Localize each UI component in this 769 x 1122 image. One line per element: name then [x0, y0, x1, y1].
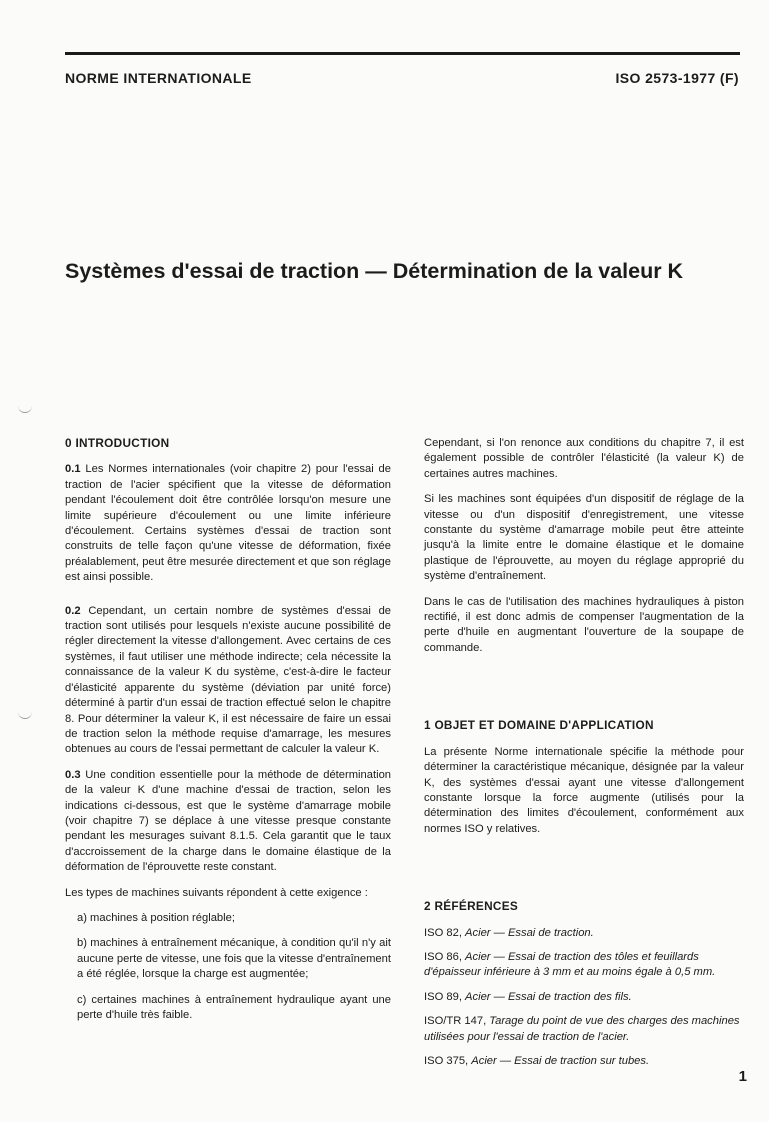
margin-mark: [18, 404, 32, 413]
top-rule: [65, 52, 740, 55]
scope-heading: 1 OBJET ET DOMAINE D'APPLICATION: [424, 718, 654, 733]
paragraph-types: Les types de machines suivants répondent à cette exigence :: [65, 886, 368, 899]
paragraph-number: 0.1: [65, 463, 81, 476]
list-item-a: a) machines à position réglable;: [77, 911, 235, 924]
reference-item: [424, 990, 744, 1005]
reference-title: Acier — Essai de traction des fils.: [465, 990, 632, 1003]
paragraph-0-3: [65, 768, 391, 876]
margin-mark: [18, 710, 32, 719]
document-title: Systèmes d'essai de traction — Détermination de la valeur K: [65, 259, 684, 283]
scope-paragraph: La présente Norme internationale spécifie la méthode pour déterminer la caractéristique mécanique, désignée par la valeur K, des systèmes d'essai ayant une vitesse d'allongement constante lorsque la force augmente (utilisés pour la détermination des limites d'écoulement, conformément aux normes ISO y relatives.: [424, 745, 744, 835]
paragraph-text: Une condition essentielle pour la méthode de détermination de la valeur K d'une machine d'essai de traction, selon les indications ci-dessous, est que le système d'amarrage mobile (voir chapitre 7) se déplace à une vitesse presque constante pendant les mesurages suivant 8.1.5. Cela garantit que le taux d'accroissement de la charge dans le domaine élastique de la déformation de l'éprouvette reste constant.: [65, 768, 392, 874]
references-heading: 2 RÉFÉRENCES: [424, 899, 519, 914]
reference-code: ISO 86,: [424, 950, 462, 963]
reference-code: ISO 89,: [424, 990, 462, 1003]
reference-item: [424, 1054, 744, 1069]
reference-title: Acier — Essai de traction sur tubes.: [471, 1054, 650, 1067]
paragraph-r1: Cependant, si l'on renonce aux conditions du chapitre 7, il est également possible de contrôler l'élasticité (la valeur K) de certaines autres machines.: [424, 437, 744, 480]
header-standard-number: ISO 2573-1977 (F): [615, 70, 739, 86]
right-column: [424, 436, 744, 1078]
page-number: 1: [738, 1068, 747, 1085]
list-item-c: c) certaines machines à entraînement hydraulique ayant une perte d'huile très faible.: [77, 993, 391, 1021]
paragraph-0-2: [65, 604, 391, 758]
reference-item: [424, 950, 744, 981]
paragraph-r2: Si les machines sont équipées d'un dispositif de réglage de la vitesse ou d'un dispositif d'enregistrement, une vitesse constante du système d'amarrage mobile peut être atteinte jusqu'à la limite entre le domaine élastique et le domaine plastique de l'éprouvette, au moyen du réglage approprié du système d'entraînement.: [424, 493, 744, 583]
paragraph-number: 0.2: [65, 604, 81, 617]
paragraph-text: Cependant, un certain nombre de systèmes d'essai de traction sont utilisés pour lesquels n'existe aucune possibilité de régler directement la vitesse d'allongement. Avec certains de ces systèmes, il faut utiliser une méthode indirecte; cela nécessite la connaissance de la valeur K du système, c'est-à-dire le facteur d'élasticité apparente du système (déviation par unité force) déterminé à partir d'un essai de traction effectué selon le chapitre 8. Pour déterminer la valeur K, il est nécessaire de faire un essai de traction selon la méthode requise d'amarrage, les mesures obtenues au cours de l'essai permettant de calculer la valeur K.: [65, 604, 392, 756]
reference-item: [424, 926, 744, 941]
paragraph-text: Les Normes internationales (voir chapitre 2) pour l'essai de traction de l'acier spécifient que la vitesse de déformation pendant l'écoulement doit être contrôlée lorsqu'on mesure une limite supérieure d'écoulement ou une limite inférieure d'écoulement. Certains systèmes d'essai de traction sont construits de telle façon qu'une vitesse de déformation, fixée préalablement, peut être mesurée directement et que son réglage est ainsi possible.: [65, 463, 391, 584]
list-item-b: b) machines à entraînement mécanique, à condition qu'il n'y ait aucune perte de vitesse, une fois que la vitesse d'entraînement a été réglée, lorsque la charge est augmentée;: [77, 937, 391, 981]
reference-title: Acier — Essai de traction des tôles et feuillards d'épaisseur inférieure à 3 mm et au moins égale à 0,5 mm.: [424, 950, 716, 979]
header-standard-type: NORME INTERNATIONALE: [65, 70, 252, 86]
reference-code: ISO 375,: [424, 1054, 469, 1067]
paragraph-0-1: [65, 462, 391, 585]
reference-title: Acier — Essai de traction.: [465, 926, 594, 939]
left-column: [65, 436, 391, 1033]
paragraph-number: 0.3: [65, 768, 81, 781]
reference-title: Tarage du point de vue des charges des machines utilisées pour l'essai de traction de l'acier.: [424, 1015, 740, 1043]
reference-item: [424, 1014, 744, 1045]
reference-code: ISO/TR 147,: [424, 1015, 487, 1028]
intro-heading: 0 INTRODUCTION: [65, 436, 170, 450]
reference-code: ISO 82,: [424, 926, 462, 939]
paragraph-r3: Dans le cas de l'utilisation des machines hydrauliques à piston rectifié, il est donc admis de compenser l'augmentation de la perte d'huile en augmentant l'ouverture de la soupape de commande.: [424, 595, 744, 654]
